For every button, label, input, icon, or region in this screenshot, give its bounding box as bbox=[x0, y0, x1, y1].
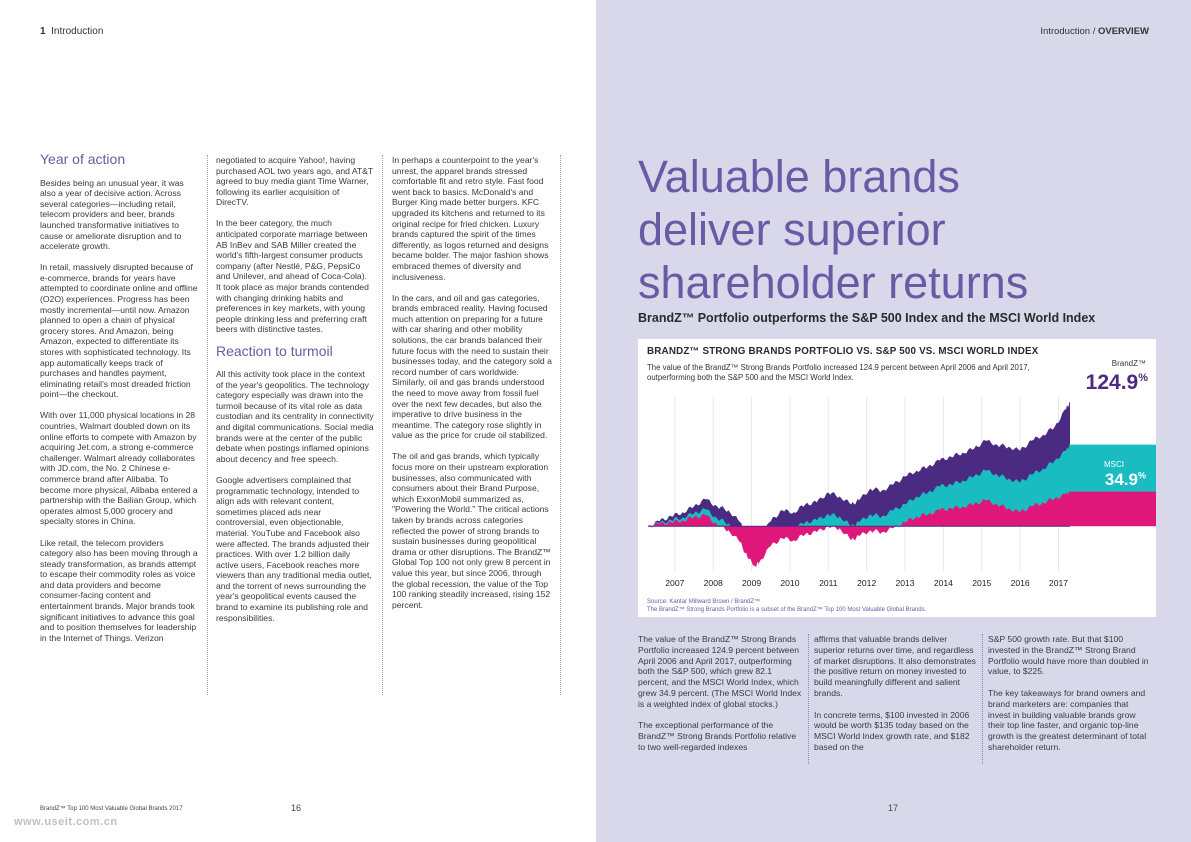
brandz-value-number: 124.9 bbox=[1085, 371, 1139, 394]
chart-source bbox=[647, 598, 926, 614]
chapter-number: 1 bbox=[40, 26, 46, 37]
text-column-3 bbox=[392, 155, 554, 621]
msci-panel bbox=[1070, 492, 1156, 527]
paragraph: In perhaps a counterpoint to the year's unrest, the apparel brands stressed comfortable fit and retro style. Fast food went back to basics. McDonald's and Burger King made better burgers. KFC upgraded its kitchens and returned to its original recipe for fried chicken. Luxury brands captured the spirit of the times differently, as logos returned and designs became bolder. The major fashion shows embraced themes of diversity and inclusiveness. bbox=[392, 155, 549, 282]
brandz-legend-label: BrandZ™ bbox=[1111, 359, 1146, 368]
msci-legend-label: MSCI bbox=[1104, 460, 1124, 469]
paragraph: The oil and gas brands, which typically focus more on their upstream exploration businesses, also communicated with consumers about their Brand Purpose, which ExxonMobil summarized as, "Powering the World." The critical actions taken by brands across categories reflected the power of strong brands to sustain businesses during geopolitical drama or other disruptions. The BrandZ™ Global Top 100 not only grew 8 percent in value this year, but since 2006, through the global recession, the value of the Top 100 ranking steadily increased, rising 152 percent. bbox=[392, 451, 551, 610]
percent-sign: % bbox=[1137, 470, 1146, 481]
column-divider bbox=[982, 634, 983, 764]
right-text-column-2 bbox=[814, 634, 979, 764]
paragraph: Besides being an unusual year, it was also a year of decisive action. Across several categories—including retail, telecom providers and beer, brands launched transformative initiatives to cause or ameliorate disruption and to accelerate growth. bbox=[40, 177, 184, 252]
paragraph: Like retail, the telecom providers category also has been moving through a steady transformation, as brands attempt to escape their commodity roles as voice and data providers and become consumer-facing content and entertainment brands. Major brands took significant initiatives to advance this goal and to position themselves for leadership in the Internet of Things. Verizon bbox=[40, 537, 198, 643]
x-tick-label: 2010 bbox=[780, 578, 800, 588]
x-tick-label: 2014 bbox=[933, 578, 953, 588]
paragraph: S&P 500 growth rate. But that $100 invested in the BrandZ™ Strong Brand Portfolio would have more than doubled in value, to $225. bbox=[988, 634, 1149, 677]
sp500-value bbox=[1105, 421, 1146, 441]
section-title: Year of action bbox=[40, 151, 126, 167]
x-tick-label: 2011 bbox=[819, 578, 838, 588]
x-tick-label: 2007 bbox=[665, 578, 685, 588]
right-text-column-3 bbox=[988, 634, 1153, 764]
brandz-value bbox=[1086, 371, 1148, 395]
msci-value bbox=[1105, 470, 1146, 490]
paragraph: All this activity took place in the context of the year's geopolitics. The technology category especially was drawn into the turmoil because of its vital role as data custodian and its centrality in connectivity and digital communications. Social media brands were at the center of the public debate when postings inflamed opinions about decency and free speech. bbox=[216, 369, 374, 464]
section-name: Introduction bbox=[1040, 26, 1091, 37]
x-tick-label: 2017 bbox=[1048, 578, 1069, 588]
paragraph: The key takeaways for brand owners and brand marketers are: companies that invest in building valuable brands grow their top line faster, and organic top-line growth is the greatest determinant of total shareholder return. bbox=[988, 687, 1147, 752]
paragraph: The exceptional performance of the BrandZ™ Strong Brands Portfolio relative to two well-regarded indexes bbox=[638, 720, 797, 752]
paragraph: Google advertisers complained that programmatic technology, intended to align ads with relevant content, sometimes placed ads near controversial, even objectionable, material. YouTube and Facebook also were affected. The brands adjusted their practices. With over 1.2 billion daily active users, Facebook reaches more viewers than any traditional media outlet, and the torrent of news surrounding the year's geopolitical events caused the brand to examine its publishing role and responsibilities. bbox=[216, 474, 372, 623]
page-headline bbox=[638, 150, 1178, 309]
chart-subtitle: The value of the BrandZ™ Strong Brands Portfolio increased 124.9 percent between April 2006 and April 2017, outperforming both the S&P 500 and the MSCI World Index. bbox=[647, 363, 1030, 382]
sp500-legend-label: S&P500 bbox=[1112, 411, 1142, 420]
paragraph: In retail, massively disrupted because of e-commerce, brands for years have attempted to coordinate online and offline (O2O) experiences. Progress has been mostly incremental—until now. Amazon planned to open a chain of physical grocery stores. And Amazon, being Amazon, expected to differentiate its stores with sophisticated technology. Its app automatically keeps track of purchases and handles payment, eliminating retail's most dreaded friction point—the checkout. bbox=[40, 262, 198, 400]
x-tick-label: 2009 bbox=[742, 578, 762, 588]
column-divider bbox=[808, 634, 809, 764]
chart-panel bbox=[638, 339, 1156, 617]
right-running-header bbox=[1040, 26, 1149, 37]
msci-value-number: 34.9 bbox=[1104, 470, 1138, 489]
percent-sign: % bbox=[1138, 372, 1148, 384]
chapter-name: Introduction bbox=[51, 26, 104, 37]
paragraph: negotiated to acquire Yahoo!, having purchased AOL two years ago, and AT&T agreed to buy media giant Time Warner, following its earlier acquisition of DirecTV. bbox=[216, 155, 374, 208]
footer-publication: BrandZ™ Top 100 Most Valuable Global Brands 2017 bbox=[40, 806, 183, 812]
chart-subheading: BrandZ™ Portfolio outperforms the S&P 500 Index and the MSCI World Index bbox=[638, 311, 1096, 325]
x-tick-label: 2016 bbox=[1010, 578, 1030, 588]
column-divider bbox=[207, 155, 208, 695]
paragraph: With over 11,000 physical locations in 28 countries, Walmart doubled down on its online efforts to compete with Amazon by acquiring Jet.com, a strong e-commerce challenger. Walmart already collaborates with JD.com, the No. 2 Chinese e-commerce brand after Alibaba. To become more physical, Alibaba entered a partnership with the Bailian Group, which operates almost 5,000 grocery and specialty stores in China. bbox=[40, 410, 198, 527]
paragraph: In concrete terms, $100 invested in 2006 would be worth $135 today based on the MSCI World Index growth rate, and $182 based on the bbox=[814, 709, 970, 752]
x-tick-label: 2013 bbox=[895, 578, 915, 588]
note-line: The BrandZ™ Strong Brands Portfolio is a subset of the BrandZ™ Top 100 Most Valuable Global Brands. bbox=[647, 607, 927, 613]
paragraph: The value of the BrandZ™ Strong Brands Portfolio increased 124.9 percent between April 2006 and April 2017, outperforming both the S&P 500, which grew 82.1 percent, and the MSCI World Index, which grew 34.9 percent. (The MSCI World Index is a weighted index of global stocks.) bbox=[638, 634, 802, 709]
headline-line: Valuable brands bbox=[638, 151, 960, 202]
section-title: Reaction to turmoil bbox=[216, 342, 333, 359]
page-number-right: 17 bbox=[888, 803, 899, 813]
page-section-title: OVERVIEW bbox=[1097, 26, 1149, 37]
text-column-1 bbox=[40, 151, 198, 654]
column-divider bbox=[560, 155, 561, 695]
right-text-column-1 bbox=[638, 634, 803, 764]
x-tick-label: 2008 bbox=[703, 578, 723, 588]
paragraph: In the beer category, the much anticipated corporate marriage between AB InBev and SAB Miller created the world's fifth-largest consumer products company (after Nestlé, P&G, PepsiCo and Unilever, and ahead of Coca-Cola). It took place as major brands contended with changing drinking habits and preferences in key markets, with young people drinking less and preferring craft beers with distinctive tastes. bbox=[216, 218, 369, 335]
source-line: Source: Kantar Millward Brown / BrandZ™ bbox=[647, 599, 761, 605]
percent-sign: % bbox=[1137, 421, 1146, 432]
page-number-left: 16 bbox=[291, 803, 302, 813]
headline-line: deliver superior bbox=[638, 204, 946, 255]
performance-chart bbox=[638, 339, 1156, 617]
chart-title: BRANDZ™ STRONG BRANDS PORTFOLIO VS. S&P 500 VS. MSCI WORLD INDEX bbox=[647, 346, 1039, 357]
watermark: www.useit.com.cn bbox=[14, 816, 118, 828]
header-separator: / bbox=[1092, 26, 1096, 37]
sp500-value-number: 82.1 bbox=[1104, 421, 1138, 440]
paragraph: affirms that valuable brands deliver superior returns over time, and regardless of market disruptions. It also demonstrates the positive return on money invested to build meaningfully different and salient brands. bbox=[814, 634, 976, 698]
x-tick-label: 2015 bbox=[972, 578, 992, 588]
left-running-header bbox=[40, 26, 103, 37]
x-tick-label: 2012 bbox=[857, 578, 877, 588]
headline-line: shareholder returns bbox=[638, 257, 1029, 308]
text-column-2 bbox=[216, 155, 374, 634]
paragraph: In the cars, and oil and gas categories, brands embraced reality. Having focused much attention on preparing for a future with car sharing and other mobility solutions, the car brands balanced their future focus with the need to sustain their businesses today, and the category sold a record number of cars worldwide. Similarly, oil and gas brands understood the need to move away from fossil fuel over the next few decades, but also the imperative to drive business in the meantime. The category rose slightly in value as the price for crude oil stabilized. bbox=[392, 292, 552, 441]
column-divider bbox=[382, 155, 383, 695]
